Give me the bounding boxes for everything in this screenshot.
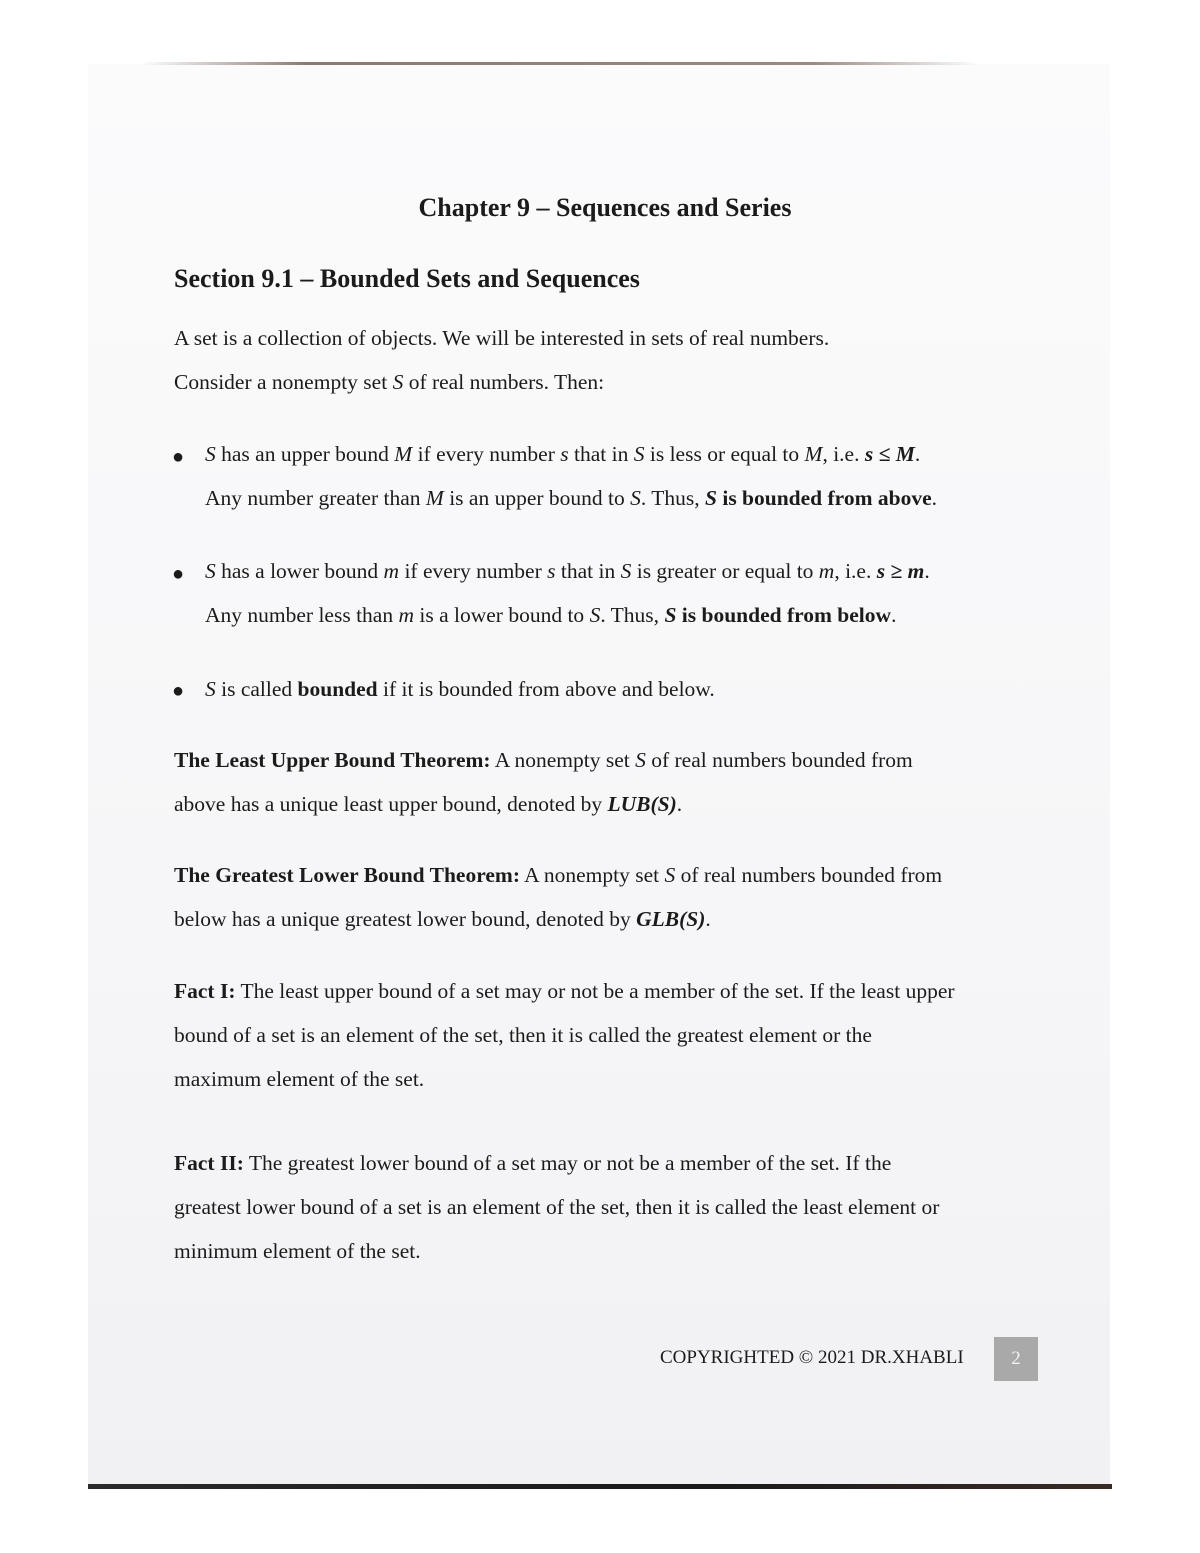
lower-bound-line-1: S has a lower bound m if every number s that in S is greater or equal to m, i.e. s ≥ m. xyxy=(205,559,930,583)
paper-bottom-edge xyxy=(88,1484,1112,1489)
bounded-line: S is called bounded if it is bounded from above and below. xyxy=(205,677,715,701)
section-title: Section 9.1 – Bounded Sets and Sequences xyxy=(174,264,640,293)
bullet-dot: ● xyxy=(172,563,185,585)
lub-theorem-line-2: above has a unique least upper bound, denoted by LUB(S). xyxy=(174,792,683,816)
lub-theorem-line-1: The Least Upper Bound Theorem: A nonempty set S of real numbers bounded from xyxy=(174,748,913,772)
bullet-dot: ● xyxy=(172,446,185,468)
intro-line-2: Consider a nonempty set S of real numbers. Then: xyxy=(174,370,605,394)
fact-1-line-3: maximum element of the set. xyxy=(174,1067,425,1091)
fact-2-line-2: greatest lower bound of a set is an element of the set, then it is called the least element or xyxy=(174,1195,940,1219)
fact-1-line-2: bound of a set is an element of the set, then it is called the greatest element or the xyxy=(174,1023,872,1047)
fact-2-line-3: minimum element of the set. xyxy=(174,1239,421,1263)
fact-1-line-1: Fact I: The least upper bound of a set may or not be a member of the set. If the least upper xyxy=(174,979,955,1003)
paper-top-edge xyxy=(140,62,980,65)
lower-bound-line-2: Any number less than m is a lower bound to S. Thus, S is bounded from below. xyxy=(205,603,897,627)
bullet-dot: ● xyxy=(172,680,185,702)
page-number: 2 xyxy=(994,1337,1038,1381)
fact-2-line-1: Fact II: The greatest lower bound of a set may or not be a member of the set. If the xyxy=(174,1151,892,1175)
upper-bound-line-2: Any number greater than M is an upper bound to S. Thus, S is bounded from above. xyxy=(205,486,937,510)
chapter-title: Chapter 9 – Sequences and Series xyxy=(418,193,792,222)
glb-theorem-line-2: below has a unique greatest lower bound, denoted by GLB(S). xyxy=(174,907,711,931)
copyright-notice: COPYRIGHTED © 2021 DR.XHABLI xyxy=(660,1347,964,1368)
intro-line-1: A set is a collection of objects. We will be interested in sets of real numbers. xyxy=(174,326,830,350)
upper-bound-line-1: S has an upper bound M if every number s that in S is less or equal to M, i.e. s ≤ M. xyxy=(205,442,921,466)
glb-theorem-line-1: The Greatest Lower Bound Theorem: A nonempty set S of real numbers bounded from xyxy=(174,863,943,887)
